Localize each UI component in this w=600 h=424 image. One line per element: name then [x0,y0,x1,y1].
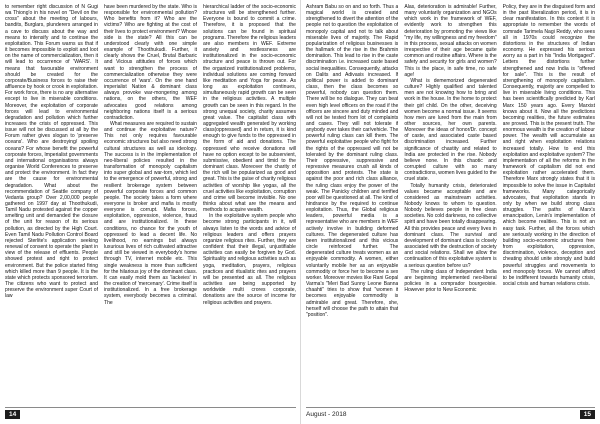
footer-date-right: August - 2018 [306,411,347,418]
left-page-columns [5,4,296,402]
right-page-columns [306,4,595,402]
paragraph: Alas, deterioration is admirable! Further, many voluntarily organization and NGOs which work in the framework of WEF, evidently work to strengthen this deterioration by promoting the views like "my life, my willingness and my freedom" in this process, sexual attacks on women irrespective of their age became quite common and routine affairs. Where is the safety and security for girls and women? This is the place, in safe time, no safe age! [404,4,497,78]
paragraph: to remember right discussion of N Gugi wa Thiong'o in his novel on "Devil on the cross" about the meeting of labours, bandits, Burglars, plunderers arranged in a cave to discuss about the way and means to intensify and to continue the exploitation. This Forum warns us that if it becomes impossible to exploit and loot on the name of commercialization, then it will lead to occurrence of 'WARS'. It means that favourable environment should be created for the corporate/Business forces to raise their affluence by hook or crook in exploitation. For work force, there is no any alternative except to live in miserable conditions. Moreover, the exploitation of corporate forces will lead to environmental degradation and pollution which further increases the crisis of oppressed. This issue will not be discussed at all by the Forum rather gives slogan to 'preserve oceans'. Who are destroying/ spoiling oceans? For whose benefit the powerful corporate forces, Imperialist governments and international organisations always organise World Conferences to preserve and protect the environment. In fact they are the cause for environmental degradation. What about the recommendation of Seattle company of Vedanta group? Over 2,00,000 people gathered on 1997 day at Thoothukudi, Tamil Nadu protested against the copper smelting unit and demanded the closure of the unit for reason of its serious pollution, as directed by the High Court. Even Tamil Nadu Pollution Control Board rejected Sterlite's application seeking renewal of consent to operate the plant in view of the release of effluents. People showed protest and right to protect environment. But the police started firing which killed more than 9 people. It is the state which protects sponsored terrorism. The citizens who want to protect and preserve the environment super Court of law [5,4,98,300]
paragraph: Totally humanity crisis, deteriorated values became acceptable and are considered as mainstream activities. Nobody knows to whom to question. Nobody believes people in free clean societies. No cold darkness, no collective spirit and have been totally disappearing. All this provides peace and every lives in dominant class. The survival and development of dominant class is closely associated with the destruction of society and social relations. Shall we allow the continuation of this exploitative system is a serious question before us? [404,182,497,269]
paragraph: have been murdered by the state. Who is responsible for environmental pollution? Who benefits from it? Who are the victims? Who are fighting at the cost of their lives to protect environment? Whose side is the state? All this can be understood clearly with one simple example of Thoothukudi. Further, it clearly shows the Cruel, Brutal Barbaric and Vicious attitudes of forces which want to strengthen the process of commercialization otherwise they were occurrence of 'wars'. On the one hand imperialist Nation & dominant class always provoke war-mongering among nations, on the others, the WEF advocates good relations among neighboring nations itself is a serious contradiction. [104,4,197,121]
left-column-3 [203,4,296,402]
paragraph: What is dememorized degenerated culture? Highly qualified and talented men are not knowing how to bring and work in the house. In the home to protect their girl child. On the other, deceiving women become a normal issue. It seems how men are lured from the main from other sources, her own parents. Moreover the ideas of honor/Dr. concept of caste, and associated caste based discrimination increased. Further significance of chastity and related to India are protected in the rise. Nobody believe none. In this chaotic and corrupted culture with so many contradictions, women lives guided to the cruel state. [404,77,497,183]
paragraph: The ruling class of Independent India are beginning implemented neo-liberal policies in a comprador bourgeoisie. However prior to New Economic [404,268,497,294]
left-column-2 [104,4,197,402]
paragraph: hierarchical ladder of the socio-economic structures will be strengthened further. Everyone is bound to commit a crime. Therefore, it is proposed that the solutions can be found in spiritual programs. Therefore the religious leaders are also members in WEF. Extreme anxiety and restlessness are institutionalized in the socio-economic structure and peace is thrown out. For the organized institutionalized problems, individual solutions are coming forward like meditation and Yoga for peace. As long as exploitation continues, simultaneously rapid growth can be seen in the religious activities. A multiple growth can be seen in this regard. In the strong unequal society, charity assumes great value. The capitalist class with aggregated wealth generated by working class(oppressed) and in return, it is kind enough to give funds to the oppressed in the form of aid and donations. The oppressed who receive donations will have no option except to be subservient, submissive, obedient and timid to the dominant class. Moreover the charity of the rich will be popularized as good and great. This is the guise of charity religious activities of worship like yogas, all the cruel activities like exploitation, corruption and crime will become invisible. No one thinks about what are the means and methods to acquire wealth. [203,4,296,214]
page-gutter [300,0,301,424]
paragraph: What measures are required to sustain and continue the exploitative nature? This not only requires favourable economic structures but also need strong cultural structures as well as ideology. The success is in the implementation of neo-liberal policies resulted in the transformation of monopoly capitalism into super global and war-torn, which led to the emergence of powerful, strong and resilient brokerage system between powerful corporate forces and common people. The society takes a form where everyone is broker and mafia is mostly everyone is corrupt. Mafia forces, exploitation, oppression, violence, fraud and are institutionalized. In these conditions, no chance for the youth of oppressed to lead a decent life. No livelihood, no earnings but always luxurious lives of rich cultivated attractive and still be viewed in everybody's home through TV, internet mobile etc. This single weakness is more than sufficient for the hilarious joy of the dominant class. It can easily mold them as 'lackeies' in the creation of 'mercenary'. Crime itself is institutionalized. In a free brokerage system, everybody becomes a criminal. The [104,120,197,306]
page-number-left: 14 [5,410,20,419]
right-page-footer [306,407,595,421]
right-page [303,2,598,422]
right-column-2 [404,4,496,402]
left-page [2,2,299,422]
page-number-right: 15 [580,410,595,419]
paragraph: Policy, they are in the disguised form and in the past liberalization period, it is in clear manifestation. In this context it is appropriate to remember the words of comrade Tarimela Nagi Reddy, who sees all in 1970s could recognize the distortions in the structures of Indian economy. He expressed his serious worry as a part in his "India Mortgaged". Letters the distortions further strengthened and now India is "offered for sale". This is the result of strengthening of monopoly capitalism. Consequently, majority are compelled to live in miserable living conditions. This has been scientifically predicted by Karl Marx 150 years ago. Every Marxist knows about it. Now all the predictions becoming realities, the future estimates are proved. This is the present truth. The enormous wealth is the creation of labour power. The wealth will accumulate as and right when exploitation relations increased totally. How to end this exploitation and exploitative system? The implementation of all the reforms in the framework of capitalism did not end exploitation rather accelerated them. Therefore Marx strongly states that it is impossible to solve the issue in Capitalist frameworks. Many categorically advocates, that exploitation stands in only by when we build strong class struggles. The paths of Marx's emancipation, Lenin's implementation of which become realities. This is not an easy task. Further, all the forces which are seriously working in the direction of building socio-economic structures free from exploitation, oppression, discrimination, violence, deception and cheating should unite strongly and build powerful struggles and movements to end monopoly forces. We cannot afford to be indifferent towards humanity crisis, social crisis and human relations crisis. [502,4,595,288]
right-column-3 [503,4,595,402]
left-page-footer [5,407,296,421]
left-column-1 [5,4,98,402]
paragraph: Ashram Babu so on and so forth. Thus a magical world is created and strengthened to divert the attention of the people not to question the exploitation of monopoly capital and not to talk about miserable lives of majority. The Rapid popularization of religious businesses is the hallmark of the rise in the Brahmin domination. This lead to rise in the caste discrimination i.e. increased caste based social inequalities. Consequently, attacks on Dalits and Adivasis increased. If political power is added to dominant class, then the class becomes so powerful, nobody can question them. There will be no dialogue. They can beat even high level officers on the road if the officers are sincere and duty minded and will not be tested from lot of complaints and cases. They will not tolerate if anybody over takes their car/vehicle. The powerful ruling class can kill them. The powerful exploitative people who fight for the rights of the oppressed will not be tolerated by the dominant ruling class. Their oppressive, suppressive and repressive measures crush all kinds of opposition and protests. The state is against the poor and rich class alliance, the ruling class enjoy the power of the weak. The Panicky children and terrified poor will be questioned at all. The kind of hindrance by the required to continue exploitation. Thus, the Global religious leaders, powerful media is a representative who are members in WEF actively involve in building deformed cultures. The degenerated culture has been institutionalized and this vicious circle reinforced further. The degenerated culture treats women as an enjoyable commodity. A women, either voluntarily mobile her as an enjoyable commodity or force her to become a sex worker. Moreover movies like Rani Gopal Varma's "Meri Bad Sunny Leone Banna chaahti" tries to show that "women it becomes enjoyable commodity is admirable and great. Therefore, she, herself will choose the path to attain that "position". [306,4,399,318]
right-column-1 [306,4,398,402]
paragraph: In the exploitative system people who become strong participants in it, will always listen to the words and advice of religious leaders and offers prayers organize religious rites. Further, they are confident that their illegal, unjustifiable activities can easily be forgiven by God. Spirituality and religious activities such as yoga, meditation, prayers, religious practices and ritualistic rites and prayers will be presented as all. The religious activities are being supported by worldwide multi crores corporate, donations are the source of income for religious activities and prayers. [203,213,296,306]
